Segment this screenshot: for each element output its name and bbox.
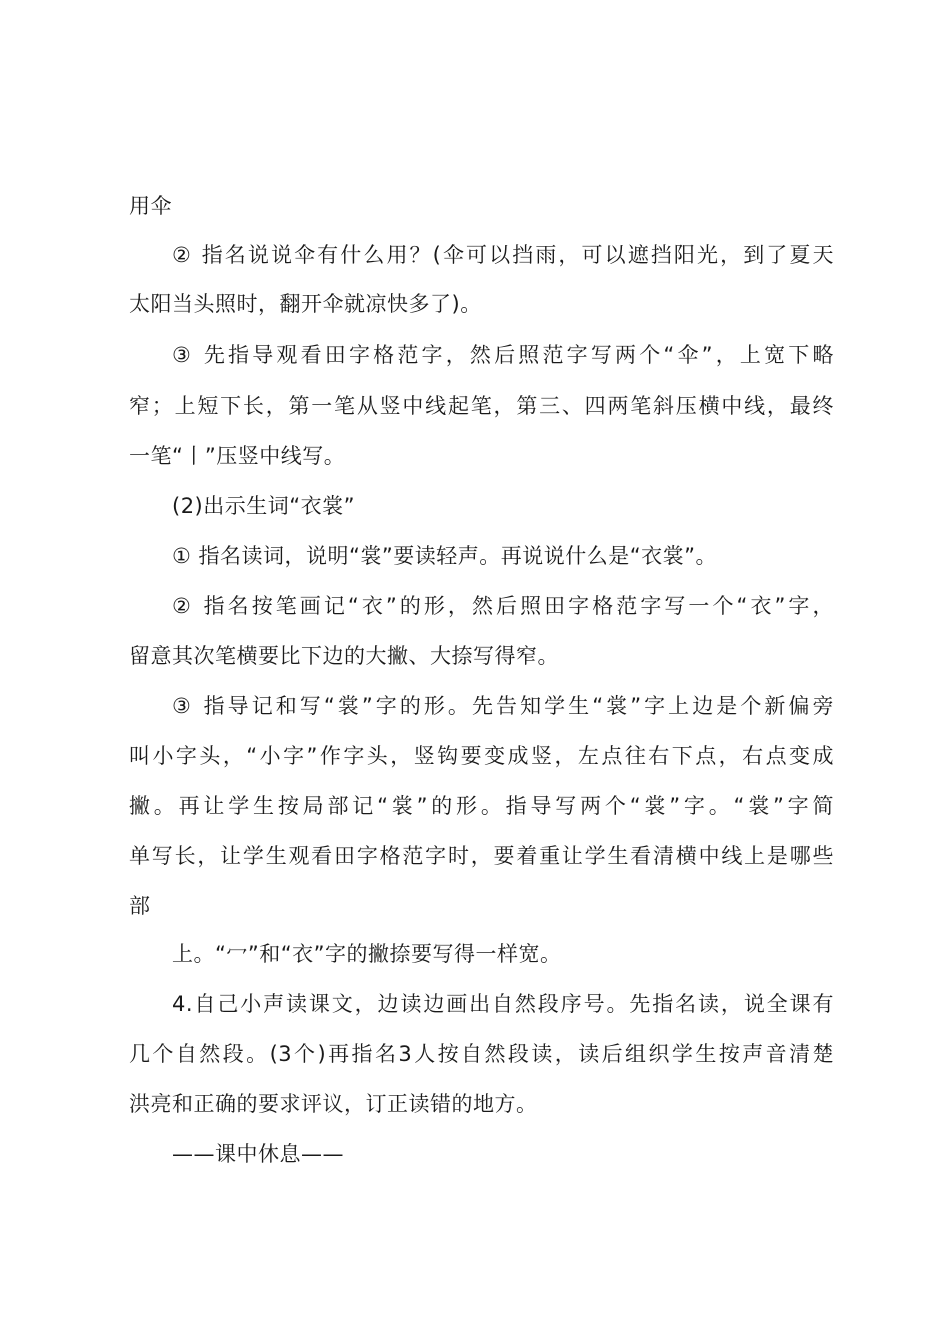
text-line-7: (2)出示生词“衣裳” [172,494,356,518]
text-line-9: ② 指名按笔画记“衣”的形，然后照田字格范字写一个“衣”字， [172,594,834,618]
text-line-18: 几个自然段。(3个)再指名3人按自然段读，读后组织学生按声音清楚 [129,1042,834,1066]
text-line-3: 太阳当头照时，翻开伞就凉快多了)。 [129,292,482,316]
text-line-1: 用伞 [129,194,172,218]
text-line-5: 窄；上短下长，第一笔从竖中线起笔，第三、四两笔斜压横中线，最终 [129,394,834,418]
text-line-8: ① 指名读词，说明“裳”要读轻声。再说说什么是“衣裳”。 [172,544,718,568]
text-line-15: 部 [129,894,151,918]
text-line-14: 单写长，让学生观看田字格范字时，要着重让学生看清横中线上是哪些 [129,844,834,868]
text-line-12: 叫小字头，“小字”作字头，竖钩要变成竖，左点往右下点，右点变成 [129,744,834,768]
text-line-4: ③ 先指导观看田字格范字，然后照范字写两个“伞”，上宽下略 [172,343,834,367]
text-line-17: 4.自己小声读课文，边读边画出自然段序号。先指名读，说全课有 [172,992,834,1016]
text-line-2: ② 指名说说伞有什么用？(伞可以挡雨，可以遮挡阳光，到了夏天 [172,243,834,267]
text-line-19: 洪亮和正确的要求评议，订正读错的地方。 [129,1092,538,1116]
text-line-10: 留意其次笔横要比下边的大撇、大捺写得窄。 [129,644,559,668]
text-line-11: ③ 指导记和写“裳”字的形。先告知学生“裳”字上边是个新偏旁 [172,694,834,718]
text-line-13: 撇。再让学生按局部记“裳”的形。指导写两个“裳”字。“裳”字简 [129,794,834,818]
text-line-6: 一笔“丨”压竖中线写。 [129,444,346,468]
text-line-20: ——课中休息—— [172,1142,344,1166]
text-line-16: 上。“冖”和“衣”字的撇捺要写得一样宽。 [172,942,562,966]
